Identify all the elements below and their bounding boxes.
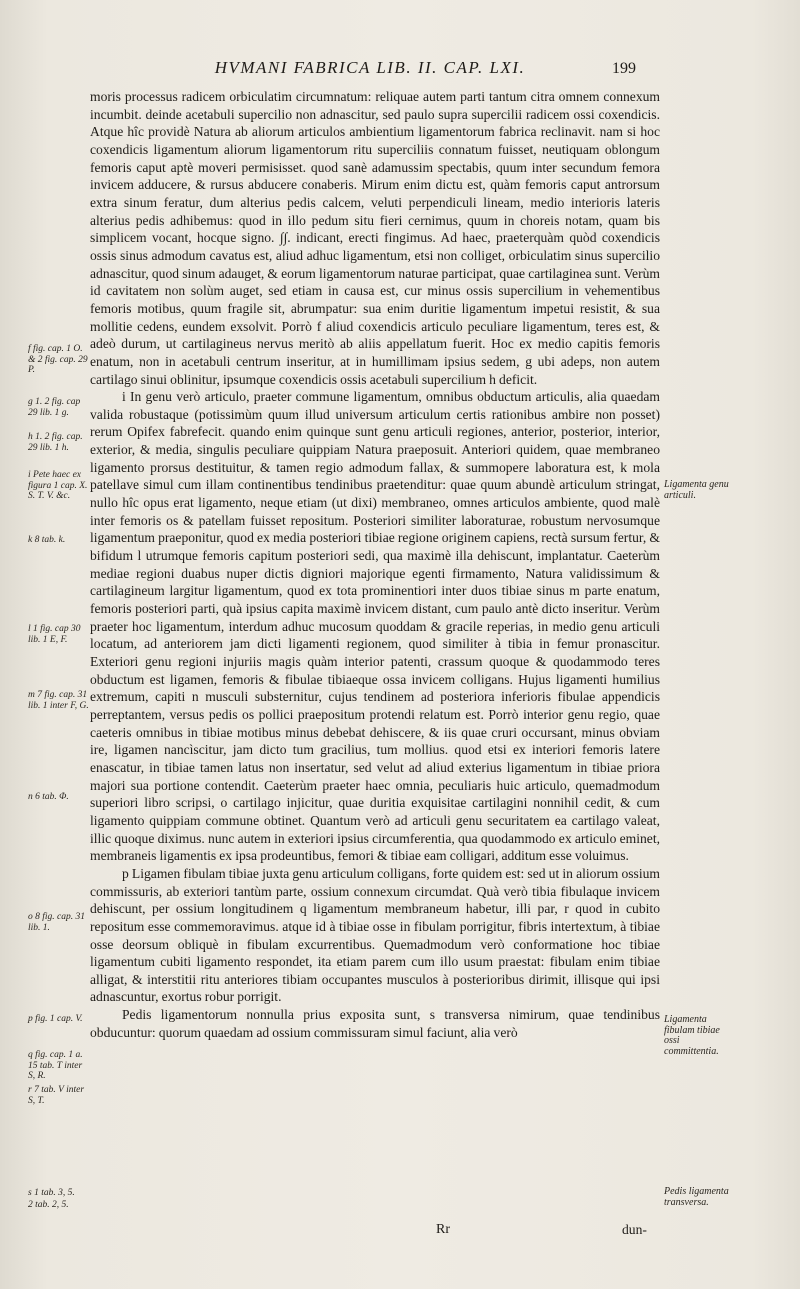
paragraph-foot-ligaments: Pedis ligamentorum nonnulla prius exposita sunt, s transversa nimirum, quae tendinibus obducuntur: quorum quaedam ad ossium commissuram simul faciunt, alia verò <box>90 1007 660 1040</box>
margin-heading-knee: Ligamenta genu articuli. <box>664 479 729 501</box>
margin-note-k: k 8 tab. k. <box>28 535 66 545</box>
margin-note-m: m 7 fig. cap. 31 lib. 1 inter F, G. <box>28 690 89 711</box>
margin-note-g: g 1. 2 fig. cap 29 lib. 1 g. <box>28 397 81 418</box>
margin-note-n: n 6 tab. Φ. <box>28 792 69 802</box>
margin-note-s: s 1 tab. 3, 5. <box>28 1188 75 1198</box>
margin-heading-foot: Pedis ligamenta transversa. <box>664 1186 729 1208</box>
paragraph-hip-ligaments: moris processus radicem orbiculatim circumnatum: reliquae autem parti tantum citra omnem connexum incumbit. deinde acetabuli supercilio non adnascitur, sed paulo supra supercilii radicem ossi coxendicis. Atque hîc providè Natura ab aliorum articulos ambientium ligamentorum fabrica reclinavit. nam si hoc coxendicis ligamentum aliorum ligamentorum ritu superciliis connatum fuisset, neutiquam oblongum femoris caput aptè moveri permisisset. quod sanè adamussim spectabis, quum inter secundum femora invicem adducere, & rursus abducere conaberis. Mirum enim dictu est, quàm femoris caput antrorsum extra sinum feratur, dum alterius pedis calcem, veluti perpendiculi lineam, medio interioris lateris alterius pedis adhibemus: quod in illo pedum situ fieri cernimus, quum in choreis notam, quam bis simplicem vocant, hocque signo. ∫∫. indicant, erecti fingimus. Ad haec, praeterquàm quòd coxendicis ossis sinus admodum cavatus est, aliud adhuc ligamentum, etsi non colliget, orbiculatim sinus supercilio adnascitur, quod sinum adauget, & eorum ligamentorum naturae participat, quae cartilaginea sunt. Verùm id cavitatem non solùm auget, sed etiam in causa est, cur minus ossis supercilium in vehementibus femoris motibus, quum fragile sit, abrumpatur: sua enim duritie ligamentum impetui resistit, & sua mollitie cedens, eundem exsolvit. Porrò f aliud coxendicis articulo peculiare ligamentum, teres est, & adeò durum, ut cartilagineus nervus meritò ab aliis appellatum fuerit. Hoc ex medio capitis femoris enatum, non in acetabuli centrum inseritur, at in humillimam ipsius sedem, g ubi adeps, non autem cartilago sinui oblinitur, ipsumque coxendicis ossis acetabuli supercilium h deficit. <box>90 89 660 387</box>
margin-note-q: q fig. cap. 1 a. 15 tab. T inter S, R. <box>28 1050 83 1081</box>
margin-note-l: l 1 fig. cap 30 lib. 1 E, F. <box>28 624 81 645</box>
catchword: dun- <box>622 1222 647 1237</box>
margin-note-s2: 2 tab. 2, 5. <box>28 1200 69 1210</box>
margin-note-f: f fig. cap. 1 O. & 2 fig. cap. 29 P. <box>28 344 88 375</box>
margin-note-h: h 1. 2 fig. cap. 29 lib. 1 h. <box>28 432 83 453</box>
margin-note-i: i Pete haec ex figura 1 cap. X. S. T. V. &c. <box>28 470 88 501</box>
page-number: 199 <box>612 60 636 77</box>
running-title: HVMANI FABRICA LIB. II. CAP. LXI. <box>214 58 526 77</box>
main-text-column <box>90 88 660 1041</box>
margin-note-p: p fig. 1 cap. V. <box>28 1014 83 1024</box>
paragraph-fibula-ligament: p Ligamen fibulam tibiae juxta genu articulum colligans, forte quidem est: sed ut in aliorum ossium commissuris, ab exteriori tantùm parte, ossium connexum circumdat. Quà verò tibia fibulaque invicem dehiscunt, per ossium longitudinem q ligamentum membraneum habetur, illi par, r quod in cubito repositum esse commemoravimus. atque id à tibiae osse in fibulam porrigitur, fibris intertextum, à tibiae osse deorsum obliquè in fibulam excurrentibus. Quemadmodum verò conformatione hoc tibiae ligamentum cubiti ligamento respondet, ita etiam parem cum illo usum praestat: fibulam enim tibiae alligat, & interstitii ritu anteriores tibiam occupantes musculos à posterioribus dirimit, illisque qui ipsi adnascuntur, exortus robur porrigit. <box>90 865 660 1005</box>
paragraph-knee-ligaments: i In genu verò articulo, praeter commune ligamentum, omnibus obductum articulis, alia quaedam valida robustaque (potissimùm quum illud universum articulum certis rationibus ambire non posset) rerum Opifex fabrefecit. quando enim quinque sunt genu articuli regiones, anterior, posterior, interior, exterior, & media, singulis peculiare quippiam Natura praeposuit. Anteriori quidem, quae membraneo ligamento prorsus destituitur, & tamen regio admodum fallax, & summopere laboratura est, k mola patellave simul cum illam continentibus tendinibus praetenditur: quae quum abundè articulum stringat, nullo hîc opus erat ligamento, neque etiam (ut dixi) membraneo, omnes articulos ambiente, quod malè inter femoris os & patellam fuisset repositum. Posteriori similiter laboraturae, robustum nervosumque ligamentum praeponitur, quod ex media posteriori tibiae regione originem capiens, rectà sursum fertur, & bifidum l utrumque femoris capitum posteriori sedi, qua maximè illa dehiscunt, implantatur. Caeterùm mediae regioni duabus nuper dictis digniori majorique egenti firmamento, Natura validissimum & cartilagineum largitur ligamentum, quod ex tota prominentiori inter duos tibiae sinus m parte enatum, femoris posteriori parti, quà ipsius capita maximè invicem distant, cum paulo antè dicto inseritur. Verùm praeter hoc ligamentum, interdum adhuc mucosum quoddam & gracile reperias, in medio genu articuli locatum, ad anteriorem jam dicti ligamenti regionem, quod similiter à tibia in femur pronascitur. Exteriori genu regioni injuriis magis quàm interior patenti, crassum quoque & quodammodo teres obductum est ligamen, femoris & fibulae tibiaeque ossa invicem colligans. Hujus ligamenti humilius extremum, capiti n musculi substernitur, cujus tendinem ad posteriora inferioris fibulae appendicis perreptantem, versus pedis os pollici praepositum protendi relatum est. Porrò interior genu regio, quae caeteris omnibus in tibiae motibus minus debebat dehiscere, & iis quae cruri occursant, minus obviam ire, ligamen nancìscitur, jam dicto tum gracilius, tum mollius. quod etsi ex interiori femoris latere enascatur, in tibiae tamen latus non insertatur, sed velut ad aliud exterius ligamentum in tibiae priora majori sua portione contendit. Caeterùm praeter haec omnia, peculiaris huic articulo, quemadmodum superiori libro scripsi, o cartilago injicitur, quae duritia exquisitae cartilagini nonnihil cedit, & cum ligamento quippiam commune obtinet. Quantum verò ad articuli genu securitatem ea cartilago valeat, illic quoque diximus. nunc autem in exteriori ipsius circumferentia, qua quodammodo ex articulo eminet, membraneis ligamentis ex ipsa prodeuntibus, femori & tibiae eam colligari, additum esse voluimus. <box>90 389 660 864</box>
margin-heading-fibula: Ligamenta fibulam tibiae ossi committentia. <box>664 1014 720 1057</box>
signature-mark: Rr <box>436 1222 450 1237</box>
margin-note-o: o 8 fig. cap. 31 lib. 1. <box>28 912 85 933</box>
margin-note-r: r 7 tab. V inter S, T. <box>28 1085 85 1106</box>
